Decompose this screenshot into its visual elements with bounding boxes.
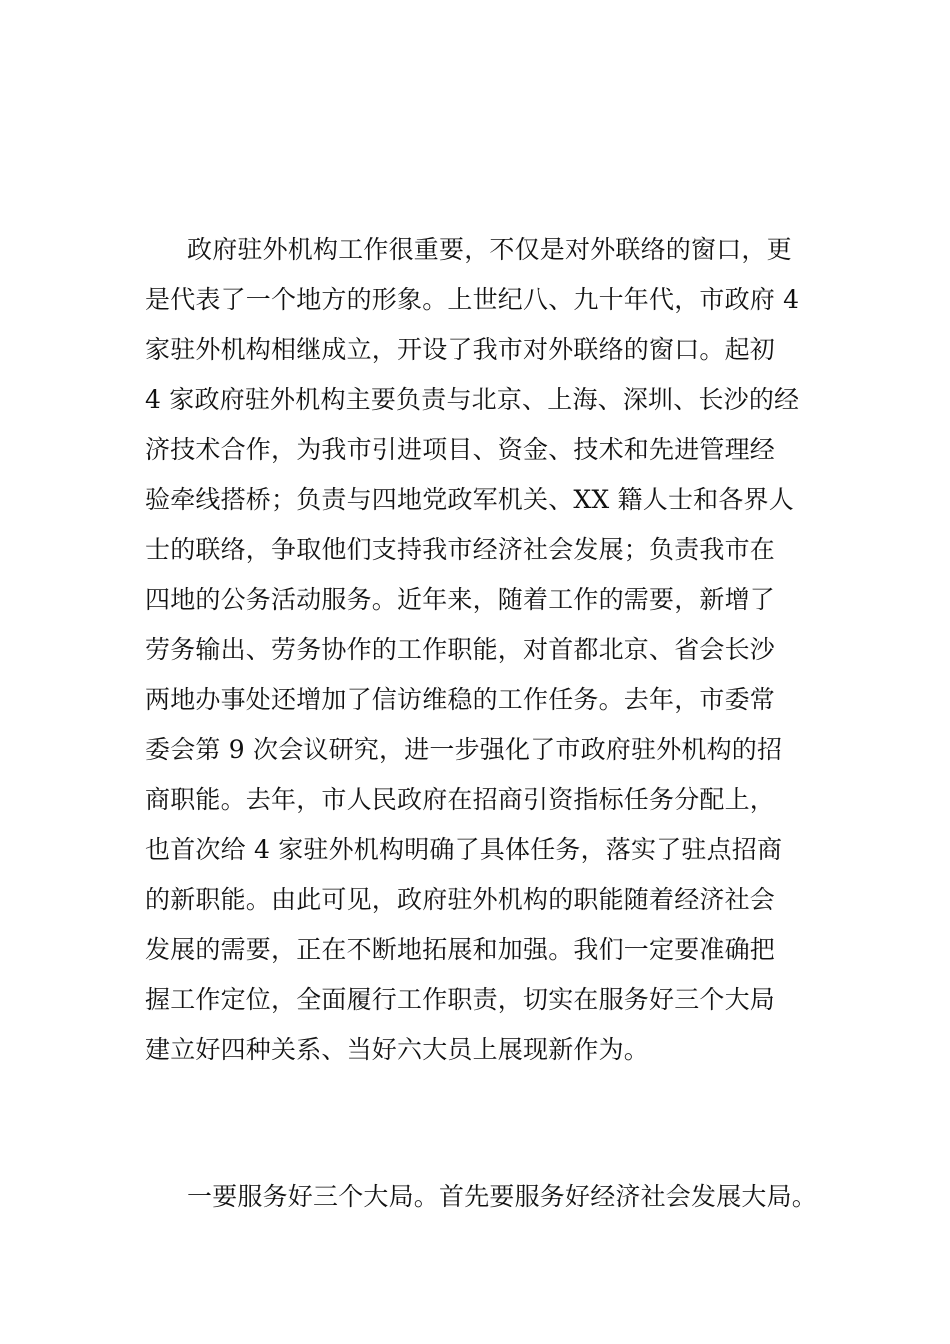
- paragraph-1-line-11: 委会第 9 次会议研究，进一步强化了市政府驻外机构的招: [145, 735, 783, 764]
- paragraph-1-line-3: 家驻外机构相继成立，开设了我市对外联络的窗口。起初: [145, 335, 776, 364]
- paragraph-2-line-1: 一要服务好三个大局。首先要服务好经济社会发展大局。: [187, 1182, 818, 1211]
- paragraph-1-line-14: 的新职能。由此可见，政府驻外机构的职能随着经济社会: [145, 885, 776, 914]
- paragraph-1-line-1: 政府驻外机构工作很重要，不仅是对外联络的窗口，更: [187, 235, 792, 264]
- paragraph-1-line-15: 发展的需要，正在不断地拓展和加强。我们一定要准确把: [145, 935, 776, 964]
- paragraph-1-line-6: 验牵线搭桥；负责与四地党政军机关、XX 籍人士和各界人: [145, 485, 794, 514]
- paragraph-1-line-4: 4 家政府驻外机构主要负责与北京、上海、深圳、长沙的经: [145, 385, 800, 414]
- paragraph-1-line-10: 两地办事处还增加了信访维稳的工作任务。去年，市委常: [145, 685, 776, 714]
- paragraph-1-line-13: 也首次给 4 家驻外机构明确了具体任务，落实了驻点招商: [145, 835, 783, 864]
- paragraph-1-line-16: 握工作定位，全面履行工作职责，切实在服务好三个大局: [145, 985, 776, 1014]
- paragraph-1-line-2: 是代表了一个地方的形象。上世纪八、九十年代，市政府 4: [145, 285, 800, 314]
- paragraph-1-line-12: 商职能。去年，市人民政府在招商引资指标任务分配上，: [145, 785, 776, 814]
- paragraph-1-line-7: 士的联络，争取他们支持我市经济社会发展；负责我市在: [145, 535, 776, 564]
- paragraph-1-line-17: 建立好四种关系、当好六大员上展现新作为。: [145, 1035, 650, 1064]
- paragraph-1-line-5: 济技术合作，为我市引进项目、资金、技术和先进管理经: [145, 435, 776, 464]
- paragraph-1-line-8: 四地的公务活动服务。近年来，随着工作的需要，新增了: [145, 585, 776, 614]
- paragraph-1-line-9: 劳务输出、劳务协作的工作职能，对首都北京、省会长沙: [145, 635, 776, 664]
